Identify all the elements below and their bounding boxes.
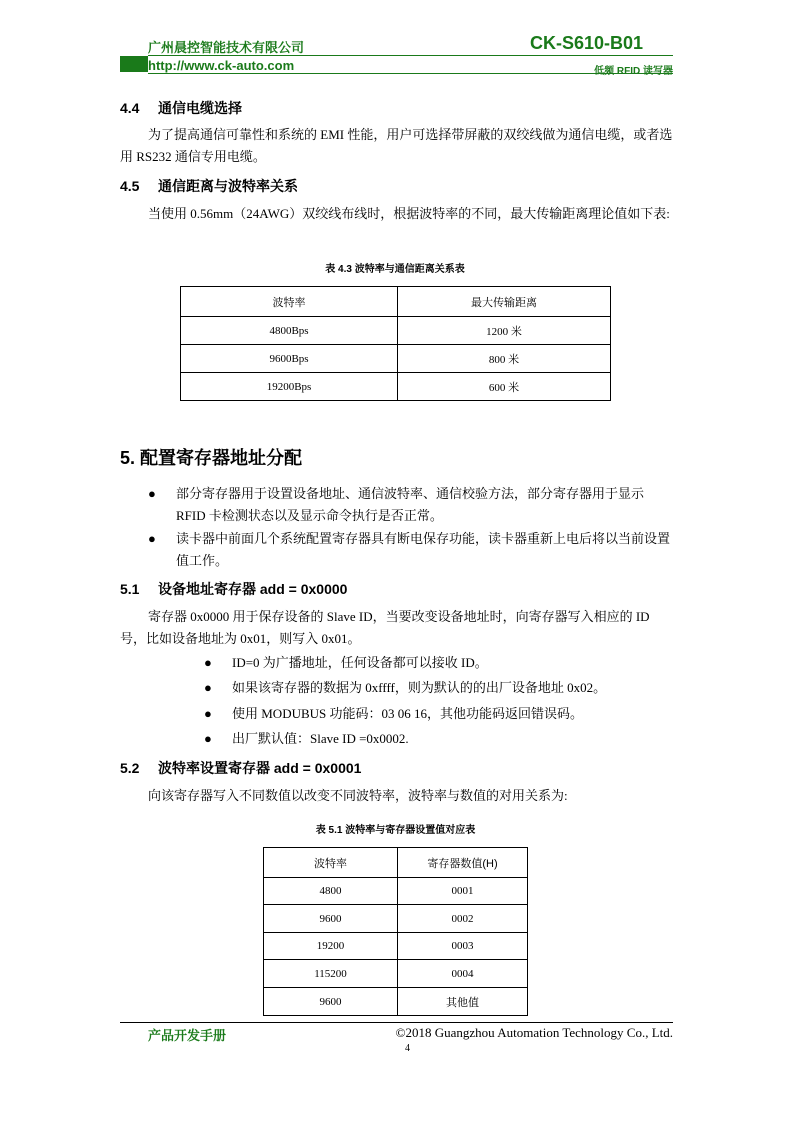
- footer-copyright: ©2018 Guangzhou Automation Technology Co., Ltd.: [395, 1025, 673, 1040]
- section-title: 波特率设置寄存器 add = 0x0001: [158, 760, 362, 776]
- table-cell: 其他值: [398, 988, 528, 1016]
- section-4-5-heading: [120, 176, 298, 196]
- table-5-1: [263, 847, 528, 1016]
- table-cell: 0001: [398, 878, 528, 905]
- list-item-text: 出厂默认值：Slave ID =0x0002.: [232, 731, 409, 746]
- bullet-icon: ●: [148, 531, 156, 546]
- section-title: 通信距离与波特率关系: [158, 178, 298, 194]
- section-4-4-text: 为了提高通信可靠性和系统的 EMI 性能，用户可选择带屏蔽的双绞线做为通信电缆，或者选用 RS232 通信专用电缆。: [120, 127, 673, 164]
- bullet-icon: ●: [204, 680, 212, 695]
- table-cell: 800 米: [398, 345, 611, 373]
- header-product: 低频 RFID 读写器: [594, 66, 673, 77]
- table-cell: 1200 米: [398, 317, 611, 345]
- table-cell: 19200Bps: [181, 373, 398, 401]
- list-item: [148, 528, 675, 572]
- section-number: 4.4: [120, 100, 140, 116]
- section-title: 通信电缆选择: [158, 100, 242, 116]
- section-number: 5.1: [120, 581, 140, 597]
- table-row: [264, 960, 528, 988]
- list-item-text: ID=0 为广播地址，任何设备都可以接收 ID。: [232, 655, 488, 670]
- table-row: [264, 988, 528, 1016]
- table-cell: 19200: [264, 933, 398, 960]
- list-item-text: 部分寄存器用于设置设备地址、通信波特率、通信校验方法，部分寄存器用于显示 RFID 卡检测状态以及显示命令执行是否正常。: [176, 486, 645, 523]
- table-row: [264, 933, 528, 960]
- section-number: 4.5: [120, 178, 140, 194]
- table-cell: 0003: [398, 933, 528, 960]
- list-item: [204, 677, 674, 699]
- table-row: [181, 373, 611, 401]
- list-item: [204, 703, 674, 725]
- header-rule: [148, 55, 673, 56]
- page-number: 4: [405, 1043, 410, 1054]
- table-cell: 600 米: [398, 373, 611, 401]
- table-4-3: [180, 286, 611, 401]
- list-item-text: 如果该寄存器的数据为 0xffff，则为默认的的出厂设备地址 0x02。: [232, 680, 607, 695]
- footer-rule: [120, 1022, 673, 1023]
- header-model: CK-S610-B01: [529, 33, 643, 53]
- table-header: 最大传输距离: [398, 287, 611, 317]
- section-number: 5.2: [120, 760, 140, 776]
- bullet-icon: ●: [204, 655, 212, 670]
- section-5-2-heading: [120, 758, 361, 778]
- section-5-1-heading: [120, 579, 347, 599]
- section-5-heading: 5. 配置寄存器地址分配: [120, 448, 303, 468]
- table-cell: 4800Bps: [181, 317, 398, 345]
- table-cell: 9600Bps: [181, 345, 398, 373]
- list-item-text: 使用 MODUBUS 功能码：03 06 16，其他功能码返回错误码。: [232, 706, 584, 721]
- footer-manual-title: 产品开发手册: [148, 1028, 227, 1043]
- table-cell: 0004: [398, 960, 528, 988]
- section-5-1-text: 寄存器 0x0000 用于保存设备的 Slave ID，当要改变设备地址时，向寄存器写入相应的 ID 号，比如设备地址为 0x01，则写入 0x01。: [120, 609, 650, 646]
- table-header: 波特率: [181, 287, 398, 317]
- table-row: [181, 317, 611, 345]
- table-row: [264, 905, 528, 933]
- table-header: 波特率: [264, 848, 398, 878]
- section-4-5-text: 当使用 0.56mm（24AWG）双绞线布线时，根据波特率的不同，最大传输距离理论值如下表:: [148, 206, 670, 221]
- header-company: 广州晨控智能技术有限公司: [148, 40, 305, 55]
- table-cell: 0002: [398, 905, 528, 933]
- bullet-icon: ●: [204, 731, 212, 746]
- table-cell: 9600: [264, 905, 398, 933]
- list-item: [204, 652, 674, 674]
- section-5-2-text: 向该寄存器写入不同数值以改变不同波特率，波特率与数值的对用关系为:: [148, 788, 568, 803]
- list-item-text: 读卡器中前面几个系统配置寄存器具有断电保存功能，读卡器重新上电后将以当前设置值工作。: [176, 531, 671, 568]
- bullet-icon: ●: [148, 486, 156, 501]
- table-row: [264, 878, 528, 905]
- table-cell: 4800: [264, 878, 398, 905]
- header-url[interactable]: http://www.ck-auto.com: [148, 58, 295, 73]
- list-item: [204, 728, 674, 750]
- section-title: 设备地址寄存器 add = 0x0000: [158, 581, 348, 597]
- list-item: [148, 483, 675, 527]
- table-4-3-caption: 表 4.3 波特率与通信距离关系表: [325, 264, 465, 275]
- table-row: [181, 345, 611, 373]
- table-header: 寄存器数值(H): [398, 848, 528, 878]
- header-green-block: [120, 56, 148, 72]
- section-4-4-heading: [120, 98, 242, 118]
- table-cell: 9600: [264, 988, 398, 1016]
- table-5-1-caption: 表 5.1 波特率与寄存器设置值对应表: [315, 825, 476, 836]
- table-cell: 115200: [264, 960, 398, 988]
- header-rule-bottom: [148, 73, 673, 74]
- bullet-icon: ●: [204, 706, 212, 721]
